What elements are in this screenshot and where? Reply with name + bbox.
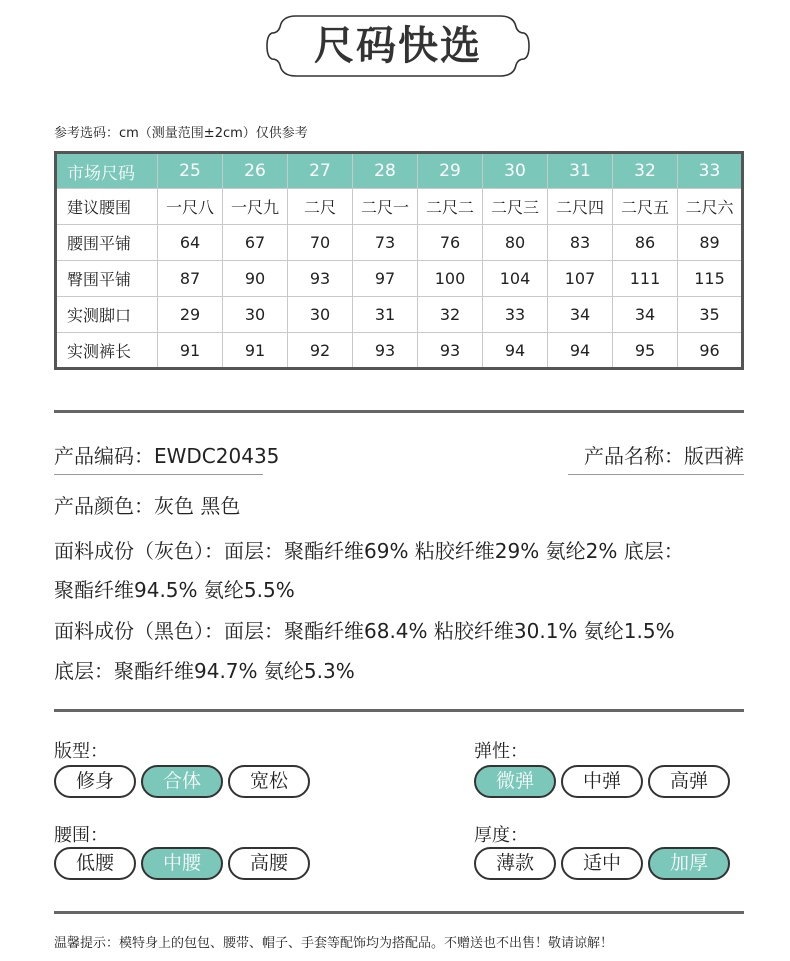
warm-tip: 温馨提示：模特身上的包包、腰带、帽子、手套等配饰均为搭配品。不赠送也不出售！敬请谅解！ xyxy=(54,936,614,951)
table-cell: 二尺 xyxy=(288,189,353,225)
fabric-black-line-1: 面料成份（黑色）：面层：聚酯纤维68.4% 粘胶纤维30.1% 氨纶1.5% xyxy=(54,619,675,643)
table-cell: 96 xyxy=(678,333,743,369)
table-cell: 94 xyxy=(548,333,613,369)
elasticity-option-high[interactable]: 高弹 xyxy=(648,765,730,798)
size-header-cell: 33 xyxy=(678,153,743,189)
waist-label: 腰围： xyxy=(54,825,108,846)
table-cell: 一尺九 xyxy=(223,189,288,225)
table-row xyxy=(56,261,743,297)
waist-option-mid[interactable]: 中腰 xyxy=(141,847,223,880)
thickness-label: 厚度： xyxy=(474,825,528,846)
underline xyxy=(54,474,263,475)
elasticity-option-medium[interactable]: 中弹 xyxy=(561,765,643,798)
table-cell: 111 xyxy=(613,261,678,297)
row-label: 腰围平铺 xyxy=(56,225,158,261)
divider xyxy=(54,410,744,413)
elasticity-option-slight[interactable]: 微弹 xyxy=(474,765,556,798)
row-label: 实测裤长 xyxy=(56,333,158,369)
size-header-cell: 31 xyxy=(548,153,613,189)
product-colors: 产品颜色：灰色 黑色 xyxy=(54,494,241,518)
size-header-label: 市场尺码 xyxy=(56,153,158,189)
thickness-option-thick[interactable]: 加厚 xyxy=(648,847,730,880)
table-cell: 87 xyxy=(158,261,223,297)
size-header-cell: 32 xyxy=(613,153,678,189)
row-label: 臀围平铺 xyxy=(56,261,158,297)
table-cell: 35 xyxy=(678,297,743,333)
row-label: 实测脚口 xyxy=(56,297,158,333)
size-table xyxy=(54,151,744,370)
table-cell: 95 xyxy=(613,333,678,369)
table-cell: 93 xyxy=(418,333,483,369)
fit-option-slim[interactable]: 修身 xyxy=(54,765,136,798)
table-cell: 97 xyxy=(353,261,418,297)
divider xyxy=(54,709,744,712)
title-banner xyxy=(266,15,530,77)
thickness-option-thin[interactable]: 薄款 xyxy=(474,847,556,880)
table-cell: 二尺四 xyxy=(548,189,613,225)
elasticity-label: 弹性： xyxy=(474,741,528,762)
table-cell: 64 xyxy=(158,225,223,261)
table-cell: 一尺八 xyxy=(158,189,223,225)
table-cell: 29 xyxy=(158,297,223,333)
table-cell: 80 xyxy=(483,225,548,261)
fabric-grey-line-1: 面料成份（灰色）：面层：聚酯纤维69% 粘胶纤维29% 氨纶2% 底层： xyxy=(54,539,684,563)
divider xyxy=(54,911,744,914)
row-label: 建议腰围 xyxy=(56,189,158,225)
reference-note: 参考选码：cm（测量范围±2cm）仅供参考 xyxy=(54,126,308,141)
table-cell: 二尺六 xyxy=(678,189,743,225)
table-cell: 107 xyxy=(548,261,613,297)
product-code: 产品编码：EWDC20435 xyxy=(54,444,280,468)
waist-option-high[interactable]: 高腰 xyxy=(228,847,310,880)
thickness-option-medium[interactable]: 适中 xyxy=(561,847,643,880)
size-header-row xyxy=(56,153,743,189)
table-cell: 93 xyxy=(353,333,418,369)
table-cell: 32 xyxy=(418,297,483,333)
table-cell: 91 xyxy=(223,333,288,369)
table-cell: 89 xyxy=(678,225,743,261)
table-cell: 34 xyxy=(548,297,613,333)
table-cell: 二尺一 xyxy=(353,189,418,225)
table-cell: 86 xyxy=(613,225,678,261)
waist-option-low[interactable]: 低腰 xyxy=(54,847,136,880)
table-cell: 92 xyxy=(288,333,353,369)
table-cell: 67 xyxy=(223,225,288,261)
table-cell: 115 xyxy=(678,261,743,297)
table-row xyxy=(56,333,743,369)
product-name: 产品名称：版西裤 xyxy=(584,444,744,468)
fabric-grey-line-2: 聚酯纤维94.5% 氨纶5.5% xyxy=(54,578,295,602)
table-cell: 二尺三 xyxy=(483,189,548,225)
table-cell: 93 xyxy=(288,261,353,297)
table-cell: 76 xyxy=(418,225,483,261)
size-header-cell: 30 xyxy=(483,153,548,189)
table-cell: 二尺五 xyxy=(613,189,678,225)
table-cell: 31 xyxy=(353,297,418,333)
table-cell: 91 xyxy=(158,333,223,369)
size-header-cell: 29 xyxy=(418,153,483,189)
fit-option-regular[interactable]: 合体 xyxy=(141,765,223,798)
size-header-cell: 27 xyxy=(288,153,353,189)
table-cell: 二尺二 xyxy=(418,189,483,225)
table-cell: 30 xyxy=(223,297,288,333)
table-cell: 33 xyxy=(483,297,548,333)
underline xyxy=(568,474,744,475)
table-cell: 100 xyxy=(418,261,483,297)
size-header-cell: 28 xyxy=(353,153,418,189)
page-title: 尺码快选 xyxy=(314,23,482,69)
table-cell: 70 xyxy=(288,225,353,261)
fit-label: 版型： xyxy=(54,741,108,762)
table-cell: 73 xyxy=(353,225,418,261)
table-cell: 30 xyxy=(288,297,353,333)
table-row xyxy=(56,297,743,333)
fabric-black-line-2: 底层：聚酯纤维94.7% 氨纶5.3% xyxy=(54,659,355,683)
table-cell: 90 xyxy=(223,261,288,297)
table-row xyxy=(56,225,743,261)
size-header-cell: 26 xyxy=(223,153,288,189)
fit-option-loose[interactable]: 宽松 xyxy=(228,765,310,798)
size-header-cell: 25 xyxy=(158,153,223,189)
table-cell: 94 xyxy=(483,333,548,369)
table-cell: 104 xyxy=(483,261,548,297)
table-cell: 34 xyxy=(613,297,678,333)
table-row xyxy=(56,189,743,225)
table-cell: 83 xyxy=(548,225,613,261)
